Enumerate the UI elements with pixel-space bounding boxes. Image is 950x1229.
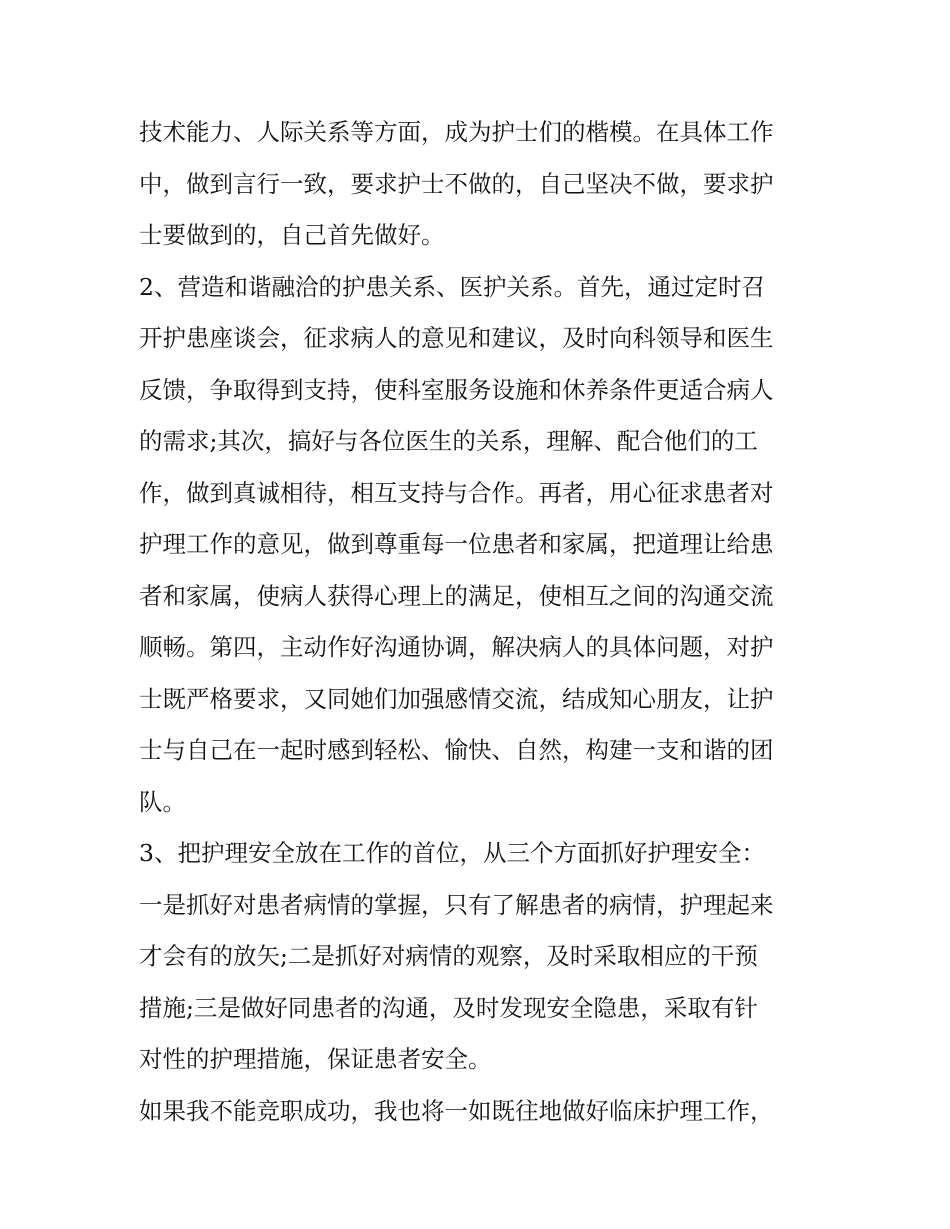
- text-line: 措施;三是做好同患者的沟通，及时发现安全隐患，采取有针: [139, 993, 758, 1022]
- text-line: 技术能力、人际关系等方面，成为护士们的楷模。在具体工作: [139, 118, 774, 146]
- text-line: 中，做到言行一致，要求护士不做的，自己坚决不做，要求护: [139, 169, 774, 198]
- text-line: 的需求;其次，搞好与各位医生的关系，理解、配合他们的工: [139, 427, 758, 455]
- text-line: 者和家属，使病人获得心理上的满足，使相互之间的沟通交流: [139, 581, 774, 610]
- text-line: 队。: [139, 787, 186, 816]
- text-line: 反馈，争取得到支持，使科室服务设施和休养条件更适合病人: [139, 375, 774, 404]
- text-line: 如果我不能竞职成功，我也将一如既往地做好临床护理工作，: [139, 1096, 774, 1125]
- document-body: [139, 107, 819, 1137]
- text-line: 士要做到的，自己首先做好。: [139, 221, 445, 249]
- text-line: 一是抓好对患者病情的掌握，只有了解患者的病情，护理起来: [139, 890, 774, 919]
- text-line: 作，做到真诚相待，相互支持与合作。再者，用心征求患者对: [139, 478, 774, 507]
- text-line: 2、营造和谐融洽的护患关系、医护关系。首先，通过定时召: [139, 272, 765, 301]
- text-line: 护理工作的意见，做到尊重每一位患者和家属，把道理让给患: [139, 530, 774, 558]
- text-line: 开护患座谈会，征求病人的意见和建议，及时向科领导和医生: [139, 324, 774, 352]
- text-line: 士与自己在一起时感到轻松、愉快、自然，构建一支和谐的团: [139, 736, 774, 764]
- text-line: 才会有的放矢;二是抓好对病情的观察，及时采取相应的干预: [139, 942, 758, 970]
- text-line: 对性的护理措施，保证患者安全。: [139, 1045, 492, 1073]
- text-line: 3、把护理安全放在工作的首位，从三个方面抓好护理安全：: [139, 839, 765, 867]
- text-line: 顺畅。第四，主动作好沟通协调，解决病人的具体问题，对护: [139, 633, 774, 661]
- text-line: 士既严格要求，又同她们加强感情交流，结成知心朋友，让护: [139, 684, 774, 713]
